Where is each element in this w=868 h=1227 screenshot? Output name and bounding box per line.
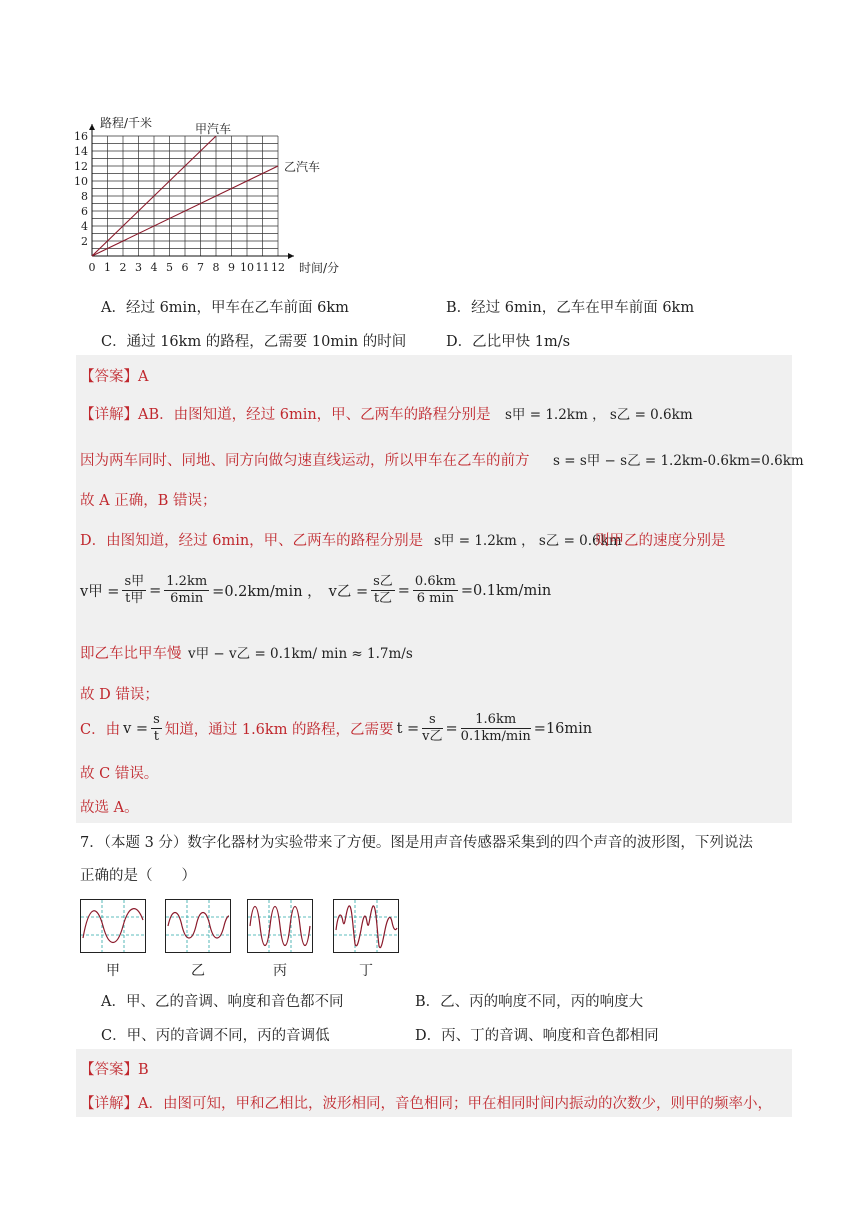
x-tick-label: 4 — [150, 261, 158, 274]
y-tick-label: 4 — [81, 220, 88, 233]
v-b-lhs: v乙 = — [328, 584, 369, 600]
detail-line-7: 故 D 错误； — [80, 687, 159, 703]
v-a-lhs: v甲 = — [80, 584, 120, 600]
caption-yi: 乙 — [191, 963, 205, 979]
detail-line-6: 即乙车比甲车慢 — [80, 646, 182, 662]
graph-axes — [89, 124, 294, 259]
formula-distances-1: s甲 = 1.2km ， s乙 = 0.6km — [505, 407, 693, 423]
v-b-result: =0.1km/min — [460, 582, 552, 599]
graph-grid — [92, 136, 278, 256]
y-axis-arrow — [89, 124, 95, 130]
frac-1.2-6: $\frac{1.2km}{6\min}$ — [166, 574, 208, 606]
detail-line-8: C．由 v = $\frac{s}{t}$ 知道，通过 1.6km 的路程，乙需要 t = $\frac{s}{\text{v乙}}$ = $\frac{1.6km}{0.1km/\min}$ =16min — [80, 712, 593, 744]
q6-option-d: D．乙比甲快 1m/s — [446, 334, 571, 350]
q7-option-a: A．甲、乙的音调、响度和音色都不同 — [101, 994, 344, 1010]
detail-q7-line-1: 【详解】A．由图可知，甲和乙相比，波形相同，音色相同；甲在相同时间内振动的次数少，则甲的频率小， — [80, 1096, 772, 1112]
y-tick-label: 6 — [81, 205, 88, 218]
x-axis-label: 时间/分 — [299, 261, 340, 275]
x-tick-label: 12 — [271, 261, 285, 274]
q7-stem-line-2: 正确的是（ ） — [80, 868, 196, 884]
x-tick-label: 6 — [181, 261, 189, 274]
detail-line-3: 故 A 正确，B 错误； — [80, 493, 217, 509]
x-tick-label: 3 — [135, 261, 142, 274]
formula-speed-diff: v甲 − v乙 = 0.1km/ min ≈ 1.7m/s — [188, 646, 413, 662]
waveform-jia — [80, 899, 146, 953]
frac-s-t: $\frac{s}{t}$ — [153, 712, 160, 744]
q7-option-c: C．甲、丙的音调不同，丙的音调低 — [101, 1028, 330, 1044]
caption-bing: 丙 — [273, 963, 287, 979]
x-tick-label: 5 — [166, 261, 173, 274]
detail-line-1: 【详解】AB．由图知道，经过 6min，甲、乙两车的路程分别是 — [80, 407, 491, 423]
line-a-label: 甲汽车 — [195, 122, 232, 136]
q6-option-a: A．经过 6min，甲车在乙车前面 6km — [101, 300, 349, 316]
answer-q7: 【答案】B — [80, 1062, 149, 1078]
x-tick-label: 9 — [228, 261, 235, 274]
detail-line-4-tail: 则甲乙的速度分别是 — [595, 533, 726, 549]
detail-line-4: D．由图知道，经过 6min，甲、乙两车的路程分别是 — [80, 533, 424, 549]
frac-s-vb: $\frac{s}{\text{v乙}}$ — [422, 712, 443, 744]
x-tick-label: 10 — [240, 261, 254, 274]
detail-line-2: 因为两车同时、同地、同方向做匀速直线运动，所以甲车在乙车的前方 — [80, 453, 530, 469]
q6-option-b: B．经过 6min，乙车在甲车前面 6km — [446, 300, 695, 316]
x-tick-label: 2 — [119, 261, 127, 274]
y-tick-label: 2 — [81, 235, 88, 248]
detail-line-10: 故选 A。 — [80, 800, 139, 816]
x-axis-arrow — [288, 253, 294, 259]
y-axis-label: 路程/千米 — [100, 116, 153, 130]
x-tick-label: 11 — [255, 261, 270, 274]
waveform-bing — [247, 899, 313, 953]
y-tick-label: 12 — [74, 160, 88, 173]
formula-distances-2: s甲 = 1.2km ， s乙 = 0.6km — [434, 533, 622, 549]
x-tick-label: 8 — [212, 261, 220, 274]
graph-ticks — [74, 130, 285, 274]
formula-velocities: v甲 = $\frac{\text{s甲}}{\text{t甲}}$ = $\frac{1.2km}{6\min}$ =0.2km/min ， v乙 = $\frac{\text{s乙}}{\text{t乙}}$ = $\frac{0.6km}{6 \min}$ =0.1km/min — [80, 574, 552, 606]
x-tick-label: 1 — [104, 261, 111, 274]
v-a-result: =0.2km/min ， — [212, 584, 322, 600]
q7-stem-line-1: 7．（本题 3 分）数字化器材为实验带来了方便。图是用声音传感器采集到的四个声音的波形图，下列说法 — [80, 835, 753, 851]
y-tick-label: 16 — [74, 130, 88, 143]
frac-1.6-0.1: $\frac{1.6km}{0.1km/\min}$ — [460, 712, 531, 744]
caption-jia: 甲 — [106, 963, 120, 979]
answer-q6: 【答案】A — [80, 369, 149, 385]
q7-option-b: B．乙、丙的响度不同，丙的响度大 — [415, 994, 644, 1010]
x-tick-label: 0 — [88, 261, 96, 274]
x-tick-label: 7 — [197, 261, 204, 274]
detail-line-9: 故 C 错误。 — [80, 766, 159, 782]
frac-sb-tb: $\frac{\text{s乙}}{\text{t乙}}$ — [373, 574, 393, 606]
distance-time-graph — [74, 112, 368, 280]
waveform-yi — [165, 899, 231, 953]
frac-0.6-6: $\frac{0.6km}{6 \min}$ — [414, 574, 456, 606]
frac-sa-ta: $\frac{\text{s甲}}{\text{t甲}}$ — [124, 574, 145, 606]
y-tick-label: 10 — [74, 175, 88, 188]
caption-ding: 丁 — [359, 963, 373, 979]
q7-option-d: D．丙、丁的音调、响度和音色都相同 — [415, 1028, 659, 1044]
formula-gap: s = s甲 − s乙 = 1.2km-0.6km=0.6km — [553, 453, 804, 469]
waveform-ding — [333, 899, 399, 953]
q6-option-c: C．通过 16km 的路程，乙需要 10min 的时间 — [101, 334, 407, 350]
y-tick-label: 8 — [81, 190, 88, 203]
line-b-label: 乙汽车 — [284, 160, 321, 174]
y-tick-label: 14 — [74, 145, 88, 158]
